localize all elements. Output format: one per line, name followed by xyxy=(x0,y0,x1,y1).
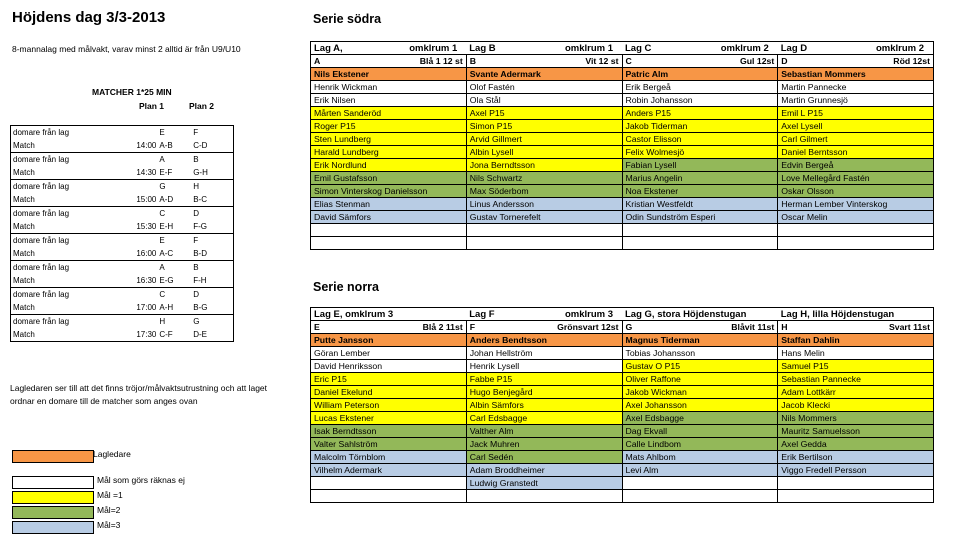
page-title: Höjdens dag 3/3-2013 xyxy=(12,9,166,26)
player-row xyxy=(311,159,934,172)
legend-swatch-white xyxy=(12,476,94,489)
player-cell: Simon P15 xyxy=(466,120,622,133)
legend-swatch-blue xyxy=(12,521,94,534)
player-row xyxy=(311,373,934,386)
player-cell xyxy=(778,224,934,237)
player-cell: Valter Sahlström xyxy=(311,438,467,451)
series-norra-title: Serie norra xyxy=(313,280,380,294)
player-cell: Martin Pannecke xyxy=(778,81,934,94)
schedule-row xyxy=(11,180,234,194)
player-cell: Felix Wolmesjö xyxy=(622,146,778,159)
schedule-label: Match xyxy=(13,330,35,339)
player-row xyxy=(311,133,934,146)
player-cell xyxy=(311,490,467,503)
schedule-row xyxy=(11,274,234,288)
player-row xyxy=(311,211,934,224)
schedule-plan2: B-G xyxy=(193,303,208,312)
team-letter: F xyxy=(469,322,476,332)
player-cell: Staffan Dahlin xyxy=(778,334,934,347)
player-row xyxy=(311,360,934,373)
team-kit xyxy=(622,55,778,68)
plan1-label: Plan 1 xyxy=(139,101,165,111)
player-cell: Harald Lundberg xyxy=(311,146,467,159)
player-cell: Tobias Johansson xyxy=(622,347,778,360)
schedule-time: 17:30 xyxy=(136,330,157,339)
player-cell: Castor Elisson xyxy=(622,133,778,146)
player-cell: Adam Broddheimer xyxy=(466,464,622,477)
player-row xyxy=(311,198,934,211)
schedule-time xyxy=(110,207,157,221)
player-cell: Nils Ekstener xyxy=(311,68,467,81)
player-cell xyxy=(311,224,467,237)
legend-label: Mål som görs räknas ej xyxy=(97,475,185,485)
legend-label: Lagledare xyxy=(93,449,131,459)
player-row xyxy=(311,94,934,107)
leader-note: Lagledaren ser till att det finns tröjor/målvaktsutrustning och att laget ordnar en domare till de matcher som anges ovan xyxy=(10,383,268,406)
player-cell: Kristian Westfeldt xyxy=(622,198,778,211)
player-cell: Mats Ahlbom xyxy=(622,451,778,464)
schedule-label: Match xyxy=(13,195,35,204)
team-letter: H xyxy=(781,322,788,332)
team-header xyxy=(622,42,778,55)
player-cell: Noa Ekstener xyxy=(622,185,778,198)
schedule-time xyxy=(110,126,157,140)
schedule-plan1: E-H xyxy=(159,222,174,231)
player-cell xyxy=(466,237,622,250)
player-cell: Samuel P15 xyxy=(778,360,934,373)
team-kit xyxy=(622,321,778,334)
player-cell: Oskar Olsson xyxy=(778,185,934,198)
player-cell: Erik Nilsen xyxy=(311,94,467,107)
schedule-row xyxy=(11,301,234,315)
player-cell: Eric P15 xyxy=(311,373,467,386)
player-row xyxy=(311,490,934,503)
schedule-label: domare från lag xyxy=(11,126,110,140)
player-cell: Putte Jansson xyxy=(311,334,467,347)
player-cell: Anders P15 xyxy=(622,107,778,120)
schedule-plan2: B xyxy=(191,153,233,167)
schedule-label: Match xyxy=(13,276,35,285)
schedule-label: domare från lag xyxy=(11,153,110,167)
schedule-plan2: F-H xyxy=(193,276,207,285)
player-cell: Mauritz Samuelsson xyxy=(778,425,934,438)
player-cell: Emil Gustafsson xyxy=(311,172,467,185)
player-cell xyxy=(622,237,778,250)
schedule-label: Match xyxy=(13,141,35,150)
player-row xyxy=(311,68,934,81)
schedule-plan2: D xyxy=(191,207,233,221)
player-row xyxy=(311,224,934,237)
schedule-heading: MATCHER 1*25 MIN xyxy=(92,87,172,97)
match-schedule-table xyxy=(10,125,234,342)
player-cell: Odin Sundström Esperi xyxy=(622,211,778,224)
schedule-row xyxy=(11,247,234,261)
player-row xyxy=(311,412,934,425)
player-cell xyxy=(622,224,778,237)
player-cell: Henrik Lysell xyxy=(466,360,622,373)
team-kit xyxy=(311,321,467,334)
schedule-row xyxy=(11,193,234,207)
player-cell: Sebastian Pannecke xyxy=(778,373,934,386)
schedule-plan2: H xyxy=(191,180,233,194)
team-kit-row xyxy=(311,55,934,68)
schedule-plan2: B xyxy=(191,261,233,275)
legend-label: Mål =1 xyxy=(97,490,123,500)
player-row xyxy=(311,81,934,94)
team-room: omklrum 1 xyxy=(409,42,458,54)
player-row xyxy=(311,386,934,399)
schedule-plan1: H xyxy=(156,315,191,329)
legend-label: Mål=3 xyxy=(97,520,121,530)
player-cell: Isak Berndtsson xyxy=(311,425,467,438)
player-cell: Erik Nordlund xyxy=(311,159,467,172)
player-cell: Sten Lundberg xyxy=(311,133,467,146)
player-cell: Daniel Ekelund xyxy=(311,386,467,399)
player-cell xyxy=(466,490,622,503)
player-cell: William Peterson xyxy=(311,399,467,412)
player-cell: Ludwig Granstedt xyxy=(466,477,622,490)
player-cell: Emil L P15 xyxy=(778,107,934,120)
schedule-plan2: C-D xyxy=(193,141,208,150)
player-cell xyxy=(311,477,467,490)
schedule-plan2: B-D xyxy=(193,249,207,258)
schedule-time xyxy=(110,315,157,329)
team-name: Lag A, xyxy=(314,42,343,54)
schedule-plan1: A xyxy=(156,153,191,167)
player-cell: Axel Edsbagge xyxy=(622,412,778,425)
team-header-row xyxy=(311,308,934,321)
player-cell: Anders Bendtsson xyxy=(466,334,622,347)
schedule-plan2: F-G xyxy=(193,222,207,231)
team-letter: D xyxy=(781,56,788,66)
player-cell: Oscar Melin xyxy=(778,211,934,224)
schedule-row xyxy=(11,126,234,140)
schedule-plan1: C-F xyxy=(159,330,173,339)
schedule-row xyxy=(11,315,234,329)
player-cell: Jacob Klecki xyxy=(778,399,934,412)
team-header xyxy=(311,308,467,321)
player-cell: Robin Johansson xyxy=(622,94,778,107)
player-cell: Mårten Sanderöd xyxy=(311,107,467,120)
team-kit-color: Svart 11st xyxy=(888,322,930,332)
player-cell: David Henriksson xyxy=(311,360,467,373)
schedule-time xyxy=(110,234,157,248)
player-cell: Patric Alm xyxy=(622,68,778,81)
schedule-time xyxy=(110,288,157,302)
player-cell: Vilhelm Adermark xyxy=(311,464,467,477)
player-cell: Oliver Raffone xyxy=(622,373,778,386)
schedule-plan2: F xyxy=(191,234,233,248)
team-letter: G xyxy=(625,322,633,332)
player-cell: Fabbe P15 xyxy=(466,373,622,386)
player-cell: Gustav O P15 xyxy=(622,360,778,373)
team-name: Lag B xyxy=(469,42,496,54)
schedule-time: 15:30 xyxy=(136,222,157,231)
player-row xyxy=(311,172,934,185)
team-kit-color: Grönsvart 12st xyxy=(557,322,619,332)
player-row xyxy=(311,425,934,438)
player-cell: Carl Sedén xyxy=(466,451,622,464)
player-row xyxy=(311,347,934,360)
schedule-plan1: C xyxy=(156,288,191,302)
player-cell: Malcolm Törnblom xyxy=(311,451,467,464)
player-cell: Axel Johansson xyxy=(622,399,778,412)
player-cell: Magnus Tiderman xyxy=(622,334,778,347)
schedule-label: domare från lag xyxy=(11,180,110,194)
team-kit xyxy=(466,321,622,334)
player-cell: Marius Angelin xyxy=(622,172,778,185)
player-row xyxy=(311,464,934,477)
schedule-plan1: C xyxy=(156,207,191,221)
player-cell: Edvin Bergeå xyxy=(778,159,934,172)
player-cell xyxy=(622,490,778,503)
legend-label: Mål=2 xyxy=(97,505,121,515)
team-header xyxy=(622,308,778,321)
schedule-row xyxy=(11,234,234,248)
player-cell: Simon Vinterskog Danielsson xyxy=(311,185,467,198)
player-cell: Erik Bergeå xyxy=(622,81,778,94)
schedule-plan1: A-B xyxy=(159,141,173,150)
player-cell xyxy=(622,477,778,490)
team-header xyxy=(778,42,934,55)
team-name: Lag F xyxy=(469,308,495,320)
schedule-row xyxy=(11,328,234,342)
player-cell: Jona Berndtsson xyxy=(466,159,622,172)
player-row xyxy=(311,438,934,451)
schedule-plan1: A-C xyxy=(159,249,174,258)
schedule-label: Match xyxy=(13,222,35,231)
player-row xyxy=(311,451,934,464)
schedule-row xyxy=(11,166,234,180)
team-kit-color: Blåvit 11st xyxy=(731,322,775,332)
team-name: Lag E, omklrum 3 xyxy=(314,308,394,320)
team-kit xyxy=(311,55,467,68)
schedule-row xyxy=(11,220,234,234)
page-subtitle: 8-mannalag med målvakt, varav minst 2 alltid är från U9/U10 xyxy=(12,44,241,54)
player-cell: Fabian Lysell xyxy=(622,159,778,172)
player-cell: Axel Gedda xyxy=(778,438,934,451)
legend-swatch-green xyxy=(12,506,94,519)
schedule-plan1: E xyxy=(156,234,191,248)
schedule-plan1: A-D xyxy=(159,195,174,204)
player-cell: Love Mellegård Fastén xyxy=(778,172,934,185)
schedule-row xyxy=(11,153,234,167)
team-kit xyxy=(778,321,934,334)
player-cell: Göran Lember xyxy=(311,347,467,360)
team-kit-color: Vit 12 st xyxy=(585,56,619,66)
team-letter: A xyxy=(314,56,321,66)
schedule-plan1: A-H xyxy=(159,303,174,312)
team-kit-row xyxy=(311,321,934,334)
schedule-time xyxy=(110,261,157,275)
schedule-label: domare från lag xyxy=(11,207,110,221)
player-cell: Gustav Tornerefelt xyxy=(466,211,622,224)
schedule-label: Match xyxy=(13,168,35,177)
team-name: Lag D xyxy=(780,42,808,54)
player-cell: Viggo Fredell Persson xyxy=(778,464,934,477)
player-cell: Nils Mommers xyxy=(778,412,934,425)
schedule-plan2: D xyxy=(191,288,233,302)
player-cell: Jakob Tiderman xyxy=(622,120,778,133)
schedule-row xyxy=(11,207,234,221)
player-cell xyxy=(778,490,934,503)
series-sodra-title: Serie södra xyxy=(313,12,382,26)
player-cell: Johan Hellström xyxy=(466,347,622,360)
player-cell: Olof Fastén xyxy=(466,81,622,94)
player-cell: Roger P15 xyxy=(311,120,467,133)
player-cell: Elias Stenman xyxy=(311,198,467,211)
schedule-time: 14:30 xyxy=(136,168,157,177)
team-kit-color: Blå 2 11st xyxy=(422,322,463,332)
schedule-plan1: E-F xyxy=(159,168,173,177)
team-letter: B xyxy=(469,56,477,66)
player-cell: Max Söderbom xyxy=(466,185,622,198)
legend-swatch-yellow xyxy=(12,491,94,504)
schedule-label: domare från lag xyxy=(11,288,110,302)
team-kit xyxy=(466,55,622,68)
team-kit xyxy=(778,55,934,68)
player-row xyxy=(311,107,934,120)
player-cell: Svante Adermark xyxy=(466,68,622,81)
schedule-plan1: A xyxy=(156,261,191,275)
player-cell: Hans Melin xyxy=(778,347,934,360)
team-kit-color: Röd 12st xyxy=(893,56,930,66)
schedule-plan2: F xyxy=(191,126,233,140)
team-letter: C xyxy=(625,56,632,66)
schedule-time: 14:00 xyxy=(136,141,157,150)
schedule-time: 17:00 xyxy=(136,303,157,312)
schedule-label: Match xyxy=(13,249,35,258)
player-cell: Albin Sämfors xyxy=(466,399,622,412)
player-cell: Albin Lysell xyxy=(466,146,622,159)
player-cell: David Sämfors xyxy=(311,211,467,224)
schedule-plan2: G-H xyxy=(193,168,208,177)
team-header xyxy=(466,308,622,321)
schedule-plan2: D-E xyxy=(193,330,207,339)
player-cell: Calle Lindbom xyxy=(622,438,778,451)
team-letter: E xyxy=(314,322,320,332)
schedule-label: domare från lag xyxy=(11,261,110,275)
team-header xyxy=(311,42,467,55)
player-cell: Jakob Wickman xyxy=(622,386,778,399)
player-cell: Herman Lember Vinterskog xyxy=(778,198,934,211)
player-cell: Jack Muhren xyxy=(466,438,622,451)
series-norra-table xyxy=(310,307,934,503)
player-cell: Lucas Ekstener xyxy=(311,412,467,425)
player-row xyxy=(311,120,934,133)
player-row xyxy=(311,185,934,198)
schedule-label: Match xyxy=(13,303,35,312)
schedule-label: domare från lag xyxy=(11,315,110,329)
schedule-plan2: B-C xyxy=(193,195,207,204)
player-cell: Erik Bertilson xyxy=(778,451,934,464)
schedule-row xyxy=(11,139,234,153)
player-cell: Adam Lottkärr xyxy=(778,386,934,399)
player-cell: Martin Grunnesjö xyxy=(778,94,934,107)
team-kit-color: Blå 1 12 st xyxy=(419,56,463,66)
player-cell: Levi Alm xyxy=(622,464,778,477)
player-cell: Carl Gilmert xyxy=(778,133,934,146)
schedule-time: 16:00 xyxy=(136,249,157,258)
team-header xyxy=(778,308,934,321)
player-row xyxy=(311,237,934,250)
team-name: Lag C xyxy=(625,42,652,54)
player-row xyxy=(311,477,934,490)
player-cell: Sebastian Mommers xyxy=(778,68,934,81)
schedule-plan1: E xyxy=(156,126,191,140)
team-name: Lag H, lilla Höjdenstugan xyxy=(780,308,895,320)
schedule-plan2: G xyxy=(191,315,233,329)
team-room: omklrum 2 xyxy=(720,42,769,54)
team-header-row xyxy=(311,42,934,55)
series-sodra-table xyxy=(310,41,934,250)
player-cell: Dag Ekvall xyxy=(622,425,778,438)
schedule-plan1: E-G xyxy=(159,276,174,285)
player-cell: Valther Alm xyxy=(466,425,622,438)
player-row xyxy=(311,399,934,412)
player-cell: Henrik Wickman xyxy=(311,81,467,94)
schedule-time: 15:00 xyxy=(136,195,157,204)
team-header xyxy=(466,42,622,55)
team-room: omklrum 2 xyxy=(875,42,924,54)
team-room: omklrum 1 xyxy=(564,42,613,54)
player-cell xyxy=(311,237,467,250)
player-cell: Carl Edsbagge xyxy=(466,412,622,425)
player-row xyxy=(311,334,934,347)
player-cell xyxy=(778,477,934,490)
team-kit-color: Gul 12st xyxy=(739,56,775,66)
team-room: omklrum 3 xyxy=(564,308,613,320)
player-cell: Axel P15 xyxy=(466,107,622,120)
player-cell: Daniel Berntsson xyxy=(778,146,934,159)
player-cell xyxy=(466,224,622,237)
schedule-label: domare från lag xyxy=(11,234,110,248)
player-row xyxy=(311,146,934,159)
player-cell: Arvid Gillmert xyxy=(466,133,622,146)
legend-swatch-orange xyxy=(12,450,94,463)
schedule-time xyxy=(110,153,157,167)
player-cell: Nils Schwartz xyxy=(466,172,622,185)
player-cell: Hugo Benjegård xyxy=(466,386,622,399)
plan2-label: Plan 2 xyxy=(189,101,215,111)
schedule-row xyxy=(11,288,234,302)
player-cell: Linus Andersson xyxy=(466,198,622,211)
player-cell xyxy=(778,237,934,250)
schedule-time xyxy=(110,180,157,194)
schedule-time: 16:30 xyxy=(136,276,157,285)
team-name: Lag G, stora Höjdenstugan xyxy=(625,308,747,320)
schedule-row xyxy=(11,261,234,275)
player-cell: Ola Stål xyxy=(466,94,622,107)
player-cell: Axel Lysell xyxy=(778,120,934,133)
schedule-plan1: G xyxy=(156,180,191,194)
